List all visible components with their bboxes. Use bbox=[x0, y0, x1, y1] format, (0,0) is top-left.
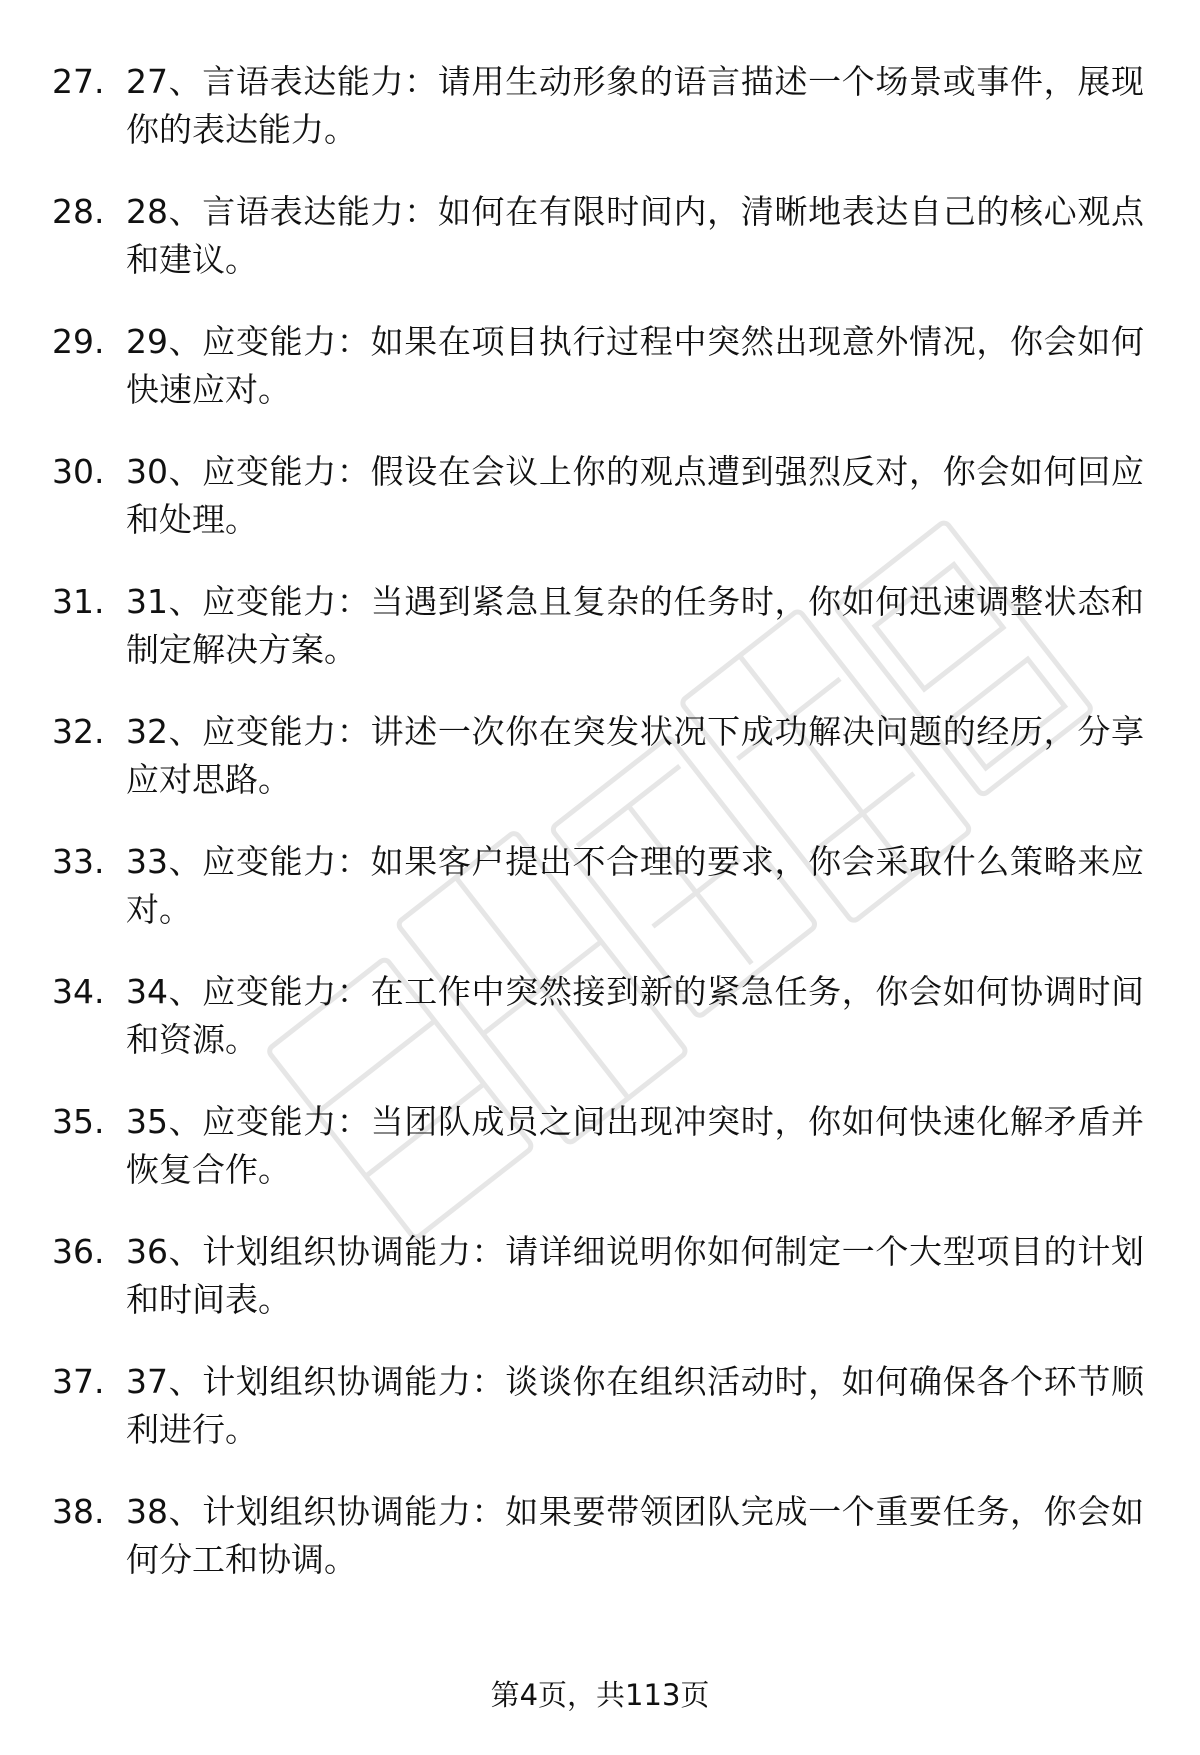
item-number: 32. bbox=[52, 712, 105, 751]
item-number: 33. bbox=[52, 842, 105, 881]
item-text: 37、计划组织协调能力：谈谈你在组织活动时，如何确保各个环节顺利进行。 bbox=[126, 1362, 1144, 1449]
item-number: 28. bbox=[52, 192, 105, 231]
list-item bbox=[0, 578, 1200, 708]
list-item bbox=[0, 838, 1200, 968]
item-text: 28、言语表达能力：如何在有限时间内，清晰地表达自己的核心观点和建议。 bbox=[126, 192, 1144, 279]
list-item bbox=[0, 708, 1200, 838]
item-text: 34、应变能力：在工作中突然接到新的紧急任务，你会如何协调时间和资源。 bbox=[126, 972, 1144, 1059]
item-text: 36、计划组织协调能力：请详细说明你如何制定一个大型项目的计划和时间表。 bbox=[126, 1232, 1144, 1319]
list-item bbox=[0, 1228, 1200, 1358]
item-number: 34. bbox=[52, 972, 105, 1011]
item-number: 36. bbox=[52, 1232, 105, 1271]
list-item bbox=[0, 318, 1200, 448]
list-item bbox=[0, 1098, 1200, 1228]
item-text: 32、应变能力：讲述一次你在突发状况下成功解决问题的经历，分享应对思路。 bbox=[126, 712, 1144, 799]
item-number: 29. bbox=[52, 322, 105, 361]
list-item bbox=[0, 968, 1200, 1098]
page-number-label: 第4页，共113页 bbox=[490, 1678, 710, 1712]
item-text: 35、应变能力：当团队成员之间出现冲突时，你如何快速化解矛盾并恢复合作。 bbox=[126, 1102, 1144, 1189]
list-item bbox=[0, 448, 1200, 578]
question-list bbox=[0, 58, 1200, 1618]
item-text: 30、应变能力：假设在会议上你的观点遭到强烈反对，你会如何回应和处理。 bbox=[126, 452, 1144, 539]
item-number: 27. bbox=[52, 62, 105, 101]
list-item bbox=[0, 188, 1200, 318]
item-text: 27、言语表达能力：请用生动形象的语言描述一个场景或事件，展现你的表达能力。 bbox=[126, 62, 1144, 149]
item-text: 38、计划组织协调能力：如果要带领团队完成一个重要任务，你会如何分工和协调。 bbox=[126, 1492, 1144, 1579]
item-number: 35. bbox=[52, 1102, 105, 1141]
list-item bbox=[0, 1358, 1200, 1488]
list-item bbox=[0, 1488, 1200, 1618]
item-number: 30. bbox=[52, 452, 105, 491]
item-text: 31、应变能力：当遇到紧急且复杂的任务时，你如何迅速调整状态和制定解决方案。 bbox=[126, 582, 1144, 669]
item-number: 37. bbox=[52, 1362, 105, 1401]
item-text: 29、应变能力：如果在项目执行过程中突然出现意外情况，你会如何快速应对。 bbox=[126, 322, 1144, 409]
list-item bbox=[0, 58, 1200, 188]
item-number: 38. bbox=[52, 1492, 105, 1531]
item-number: 31. bbox=[52, 582, 105, 621]
page-footer bbox=[0, 1675, 1200, 1715]
item-text: 33、应变能力：如果客户提出不合理的要求，你会采取什么策略来应对。 bbox=[126, 842, 1144, 929]
